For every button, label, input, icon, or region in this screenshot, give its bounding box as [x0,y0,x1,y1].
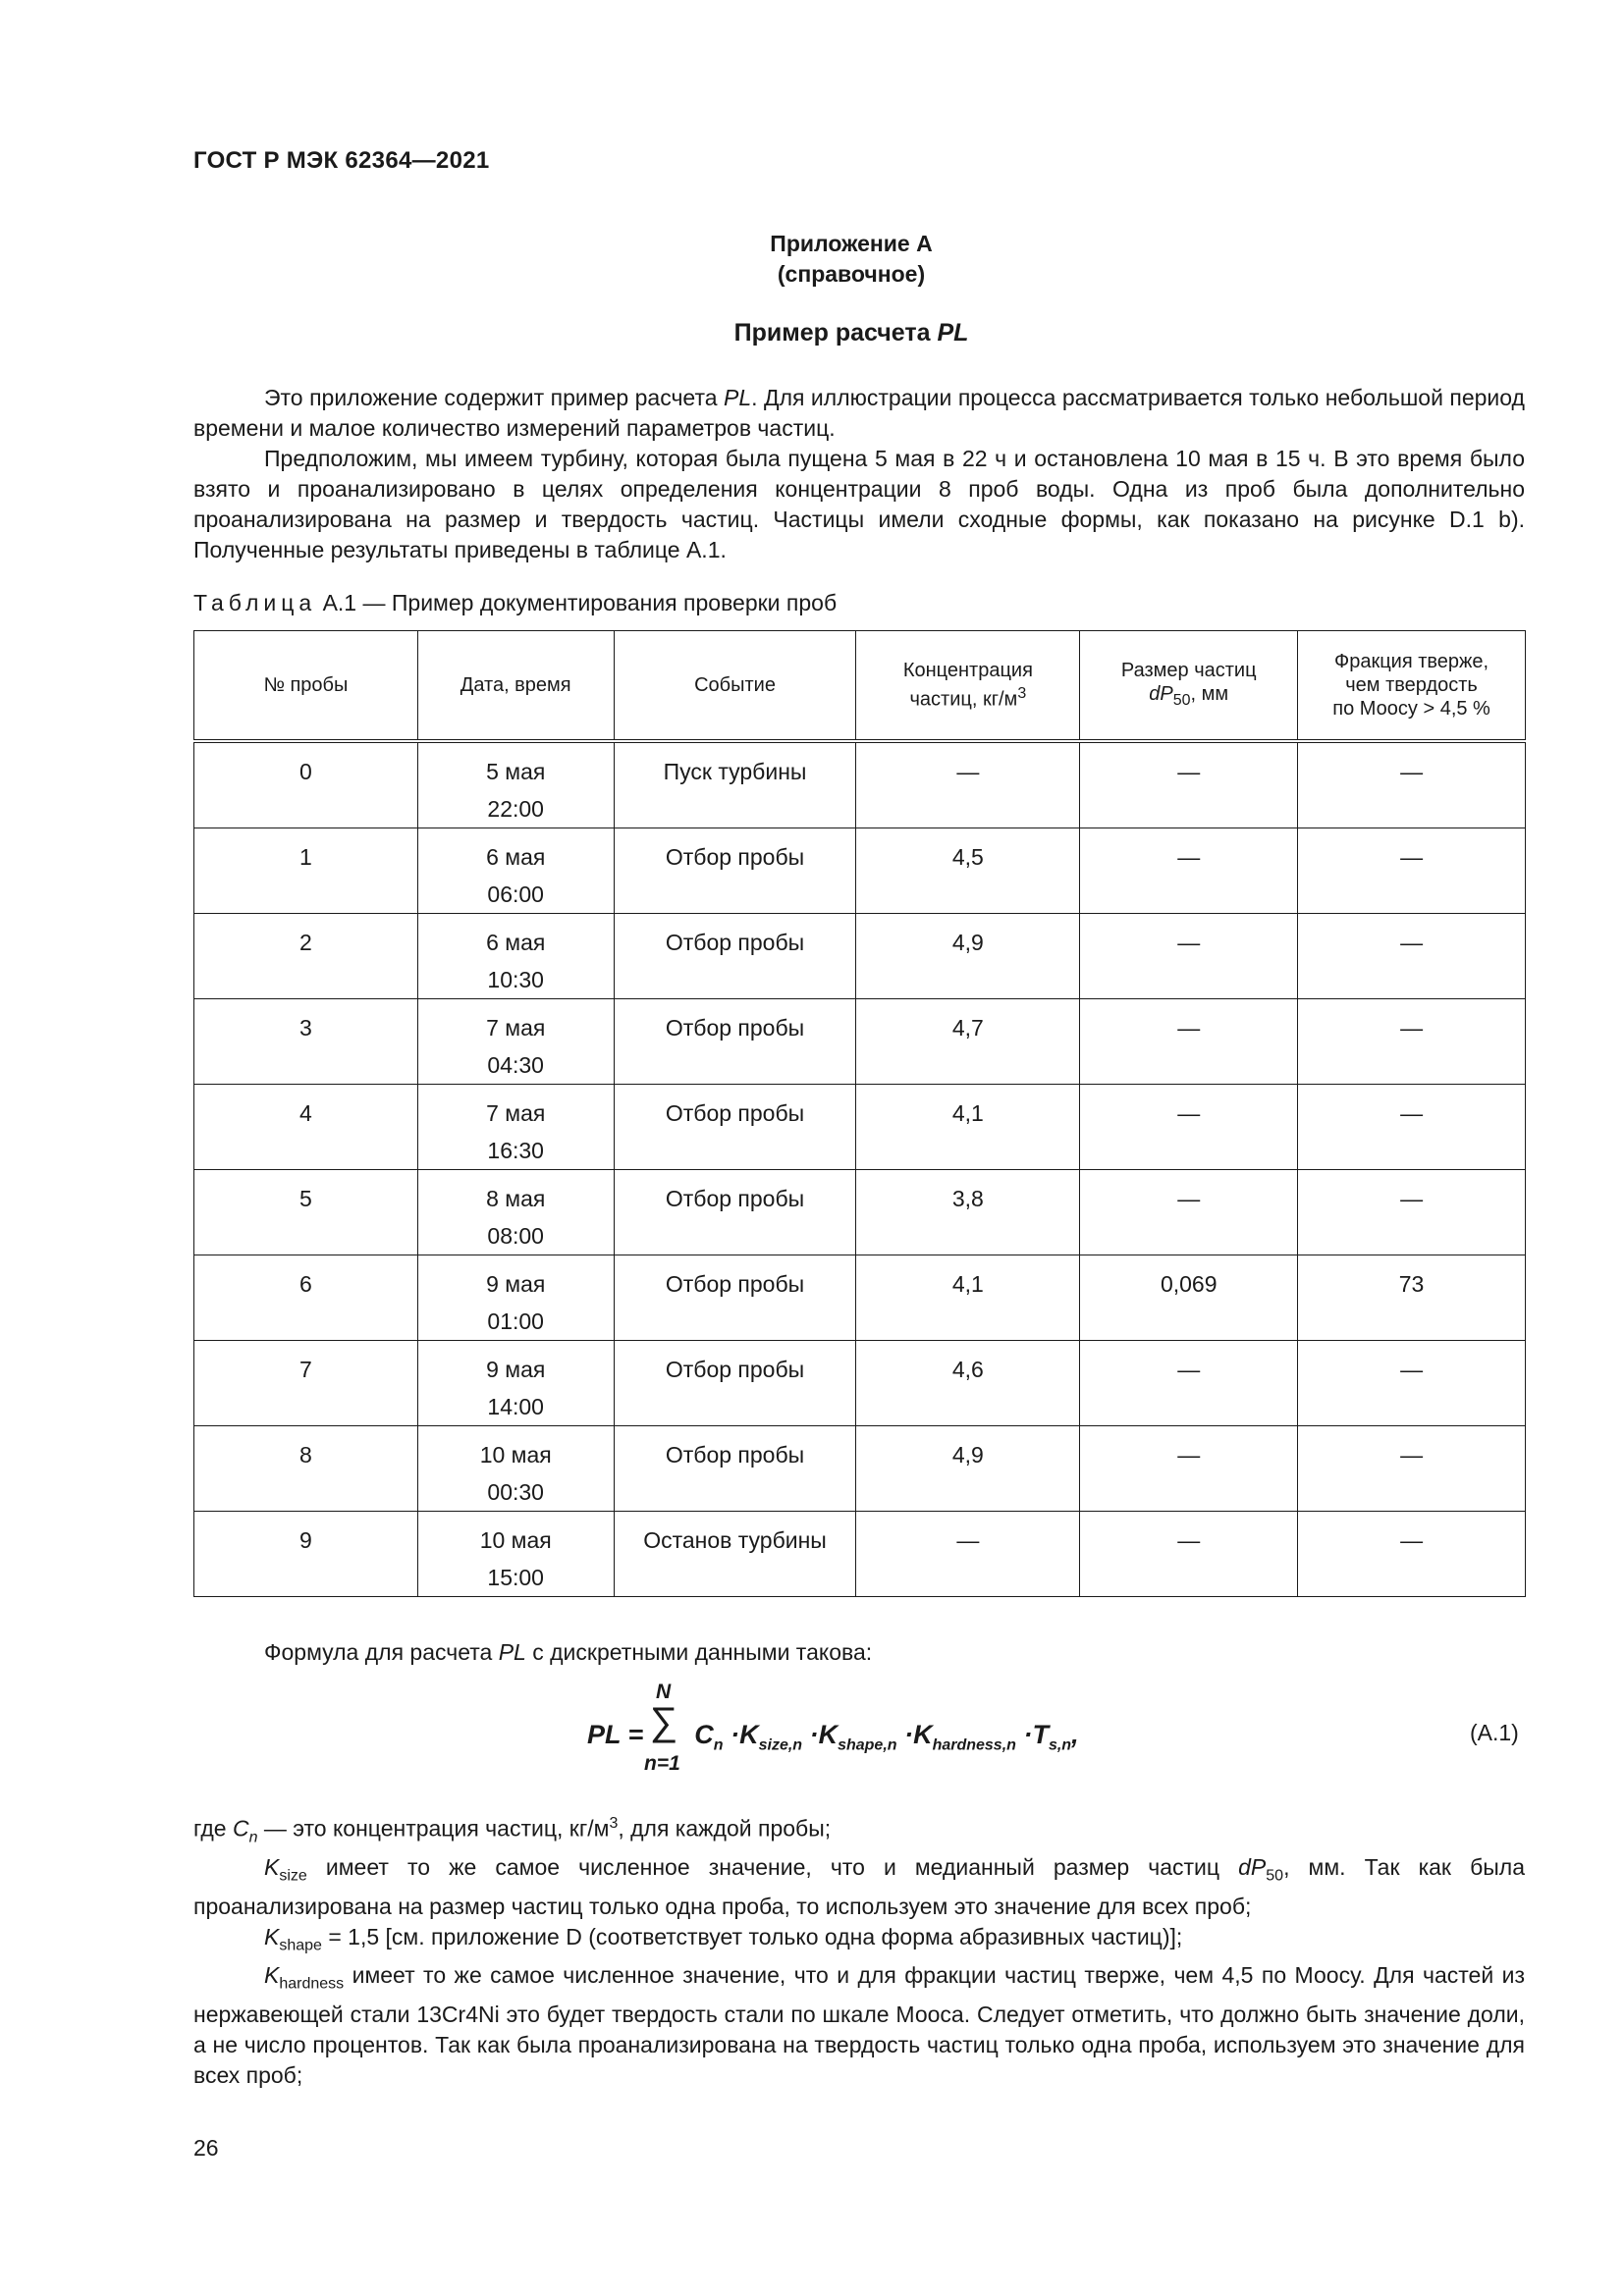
section-title-italic: PL [937,319,969,347]
cell-event: Отбор пробы [614,914,856,999]
cell-sample-no: 1 [194,828,418,914]
sum-lower-limit: n=1 [644,1752,680,1775]
cell-date: 9 мая [486,1357,546,1382]
cell-concentration: 4,7 [856,999,1080,1085]
cell-sample-no: 5 [194,1170,418,1255]
cell-sample-no: 4 [194,1085,418,1170]
cell-time: 10:30 [487,967,544,992]
cell-date: 10 мая [479,1527,552,1553]
cell-sample-no: 2 [194,914,418,999]
cell-time: 08:00 [487,1223,544,1249]
cell-event: Отбор пробы [614,1341,856,1426]
table-row [194,999,1526,1085]
cell-date: 5 мая [486,759,546,784]
cell-hardness-fraction: — [1298,741,1526,828]
cell-particle-size: — [1080,1426,1298,1512]
cell-particle-size: — [1080,1512,1298,1597]
cell-sample-no: 3 [194,999,418,1085]
table-row [194,1512,1526,1597]
cell-concentration: 4,5 [856,828,1080,914]
table-row [194,741,1526,828]
table-row [194,1341,1526,1426]
cell-particle-size: — [1080,999,1298,1085]
cell-particle-size: — [1080,914,1298,999]
cell-concentration: 3,8 [856,1170,1080,1255]
sum-symbol: ∑ [649,1700,678,1743]
cell-event: Отбор пробы [614,828,856,914]
intro-paragraph-2: Предположим, мы имеем турбину, которая была пущена 5 мая в 22 ч и остановлена 10 мая в 15 ч. В это время было взято и проанализировано в целях определения концентрации 8 проб воды. Одна из проб была дополнительно проанализирована на размер и твердость частиц. Частицы имели сходные формы, как показано на рисунке D.1 b). Полученные результаты приведены в таблице А.1. [193,446,1525,562]
header-event: Событие [614,631,856,742]
cell-hardness-fraction: — [1298,1341,1526,1426]
table-caption: Таблица А.1 — Пример документирования проверки проб [193,590,838,615]
cell-sample-no: 0 [194,741,418,828]
cell-event: Отбор пробы [614,999,856,1085]
cell-date: 6 мая [486,844,546,870]
cell-event: Отбор пробы [614,1170,856,1255]
cell-datetime [417,1512,614,1597]
cell-datetime [417,1341,614,1426]
table-row [194,828,1526,914]
table-row [194,1426,1526,1512]
cell-event: Отбор пробы [614,1255,856,1341]
cell-particle-size: — [1080,1085,1298,1170]
cell-datetime [417,1426,614,1512]
cell-sample-no: 9 [194,1512,418,1597]
formula-intro: Формула для расчета PL с дискретными данными такова: [264,1639,873,1665]
cell-datetime [417,741,614,828]
cell-time: 14:00 [487,1394,544,1419]
cell-event: Пуск турбины [614,741,856,828]
cell-particle-size: — [1080,741,1298,828]
cell-hardness-fraction: — [1298,1170,1526,1255]
intro-text [193,383,1525,565]
cell-concentration: — [856,1512,1080,1597]
where-line-ksize: $K_{size}$ имеет то же самое численное значение, что и медианный размер частиц $dP_{50}$, мм. Так как была проанализирована на размер частиц только одна проба, то используем это значение для всех проб; [193,1854,1525,1919]
formula-expression: PL = $C_n \cdot K_{size,n} \cdot K_{shape,n} \cdot K_{hardness,n} \cdot T_{s,n}$, [587,1720,1079,1754]
cell-concentration: 4,6 [856,1341,1080,1426]
cell-concentration: 4,1 [856,1085,1080,1170]
cell-hardness-fraction: 73 [1298,1255,1526,1341]
table-row [194,1170,1526,1255]
appendix-subtitle: (справочное) [777,261,926,287]
cell-hardness-fraction: — [1298,1512,1526,1597]
document-header: ГОСТ Р МЭК 62364—2021 [193,147,490,174]
appendix-heading [39,229,1624,290]
cell-concentration: — [856,741,1080,828]
cell-datetime [417,1085,614,1170]
section-title [39,319,1624,347]
cell-datetime [417,1170,614,1255]
cell-event: Отбор пробы [614,1426,856,1512]
table-header-row [194,631,1526,742]
table-row [194,914,1526,999]
cell-datetime [417,828,614,914]
cell-hardness-fraction: — [1298,999,1526,1085]
cell-datetime [417,1255,614,1341]
cell-date: 10 мая [479,1442,552,1468]
cell-particle-size: — [1080,1170,1298,1255]
cell-time: 16:30 [487,1138,544,1163]
cell-sample-no: 6 [194,1255,418,1341]
cell-sample-no: 7 [194,1341,418,1426]
cell-hardness-fraction: — [1298,1085,1526,1170]
cell-hardness-fraction: — [1298,828,1526,914]
where-line-khardness: $K_{hardness}$ имеет то же самое численное значение, что и для фракции частиц тверже, чем 4,5 по Моосу. Для частей из нержавеющей стали 13Cr4Ni это будет твердость стали по шкале Мооса. Следует отметить, что должно быть значение доли, а не число процентов. Так как была проанализирована на твердость частиц только одна проба, используем это значение для всех проб; [193,1962,1525,2089]
cell-date: 8 мая [486,1186,546,1211]
equation-number: (А.1) [1470,1720,1519,1745]
header-concentration: Концентрация частиц, $кг/м^3$ [856,631,1080,742]
header-datetime: Дата, время [417,631,614,742]
header-hardness-fraction: Фракция тверже, чем твердость по Моосу > 4,5 % [1298,631,1526,742]
sum-upper-limit: N [656,1681,672,1703]
where-line-kshape: $K_{shape} = 1,5$ [см. приложение D (соответствует только одна форма абразивных частиц)]; [264,1923,1183,1954]
cell-hardness-fraction: — [1298,1426,1526,1512]
cell-date: 7 мая [486,1015,546,1041]
cell-particle-size: 0,069 [1080,1255,1298,1341]
cell-sample-no: 8 [194,1426,418,1512]
section-title-text: Пример расчета [733,319,931,347]
cell-particle-size: — [1080,828,1298,914]
cell-concentration: 4,9 [856,1426,1080,1512]
header-sample-no: № пробы [194,631,418,742]
cell-datetime [417,999,614,1085]
table-row [194,1085,1526,1170]
cell-time: 06:00 [487,881,544,907]
cell-time: 01:00 [487,1308,544,1334]
table-row [194,1255,1526,1341]
cell-event: Отбор пробы [614,1085,856,1170]
cell-time: 22:00 [487,796,544,822]
header-particle-size: Размер частиц $dP_{50}$, мм [1080,631,1298,742]
cell-event: Останов турбины [614,1512,856,1597]
cell-concentration: 4,9 [856,914,1080,999]
cell-particle-size: — [1080,1341,1298,1426]
cell-time: 15:00 [487,1565,544,1590]
samples-table [193,630,1526,1597]
cell-time: 00:30 [487,1479,544,1505]
where-text [193,1808,1525,2091]
cell-date: 6 мая [486,930,546,955]
where-line-cn: где $C_n$ — это концентрация частиц, $кг/м^3$, для каждой пробы; [193,1815,832,1846]
cell-time: 04:30 [487,1052,544,1078]
cell-datetime [417,914,614,999]
intro-paragraph-1: Это приложение содержит пример расчета PL. Для иллюстрации процесса рассматривается только небольшой период времени и малое количество измерений параметров частиц. [193,385,1525,441]
cell-date: 7 мая [486,1100,546,1126]
appendix-title: Приложение А [770,231,933,256]
cell-date: 9 мая [486,1271,546,1297]
page-number: 26 [193,2135,219,2161]
cell-hardness-fraction: — [1298,914,1526,999]
cell-concentration: 4,1 [856,1255,1080,1341]
